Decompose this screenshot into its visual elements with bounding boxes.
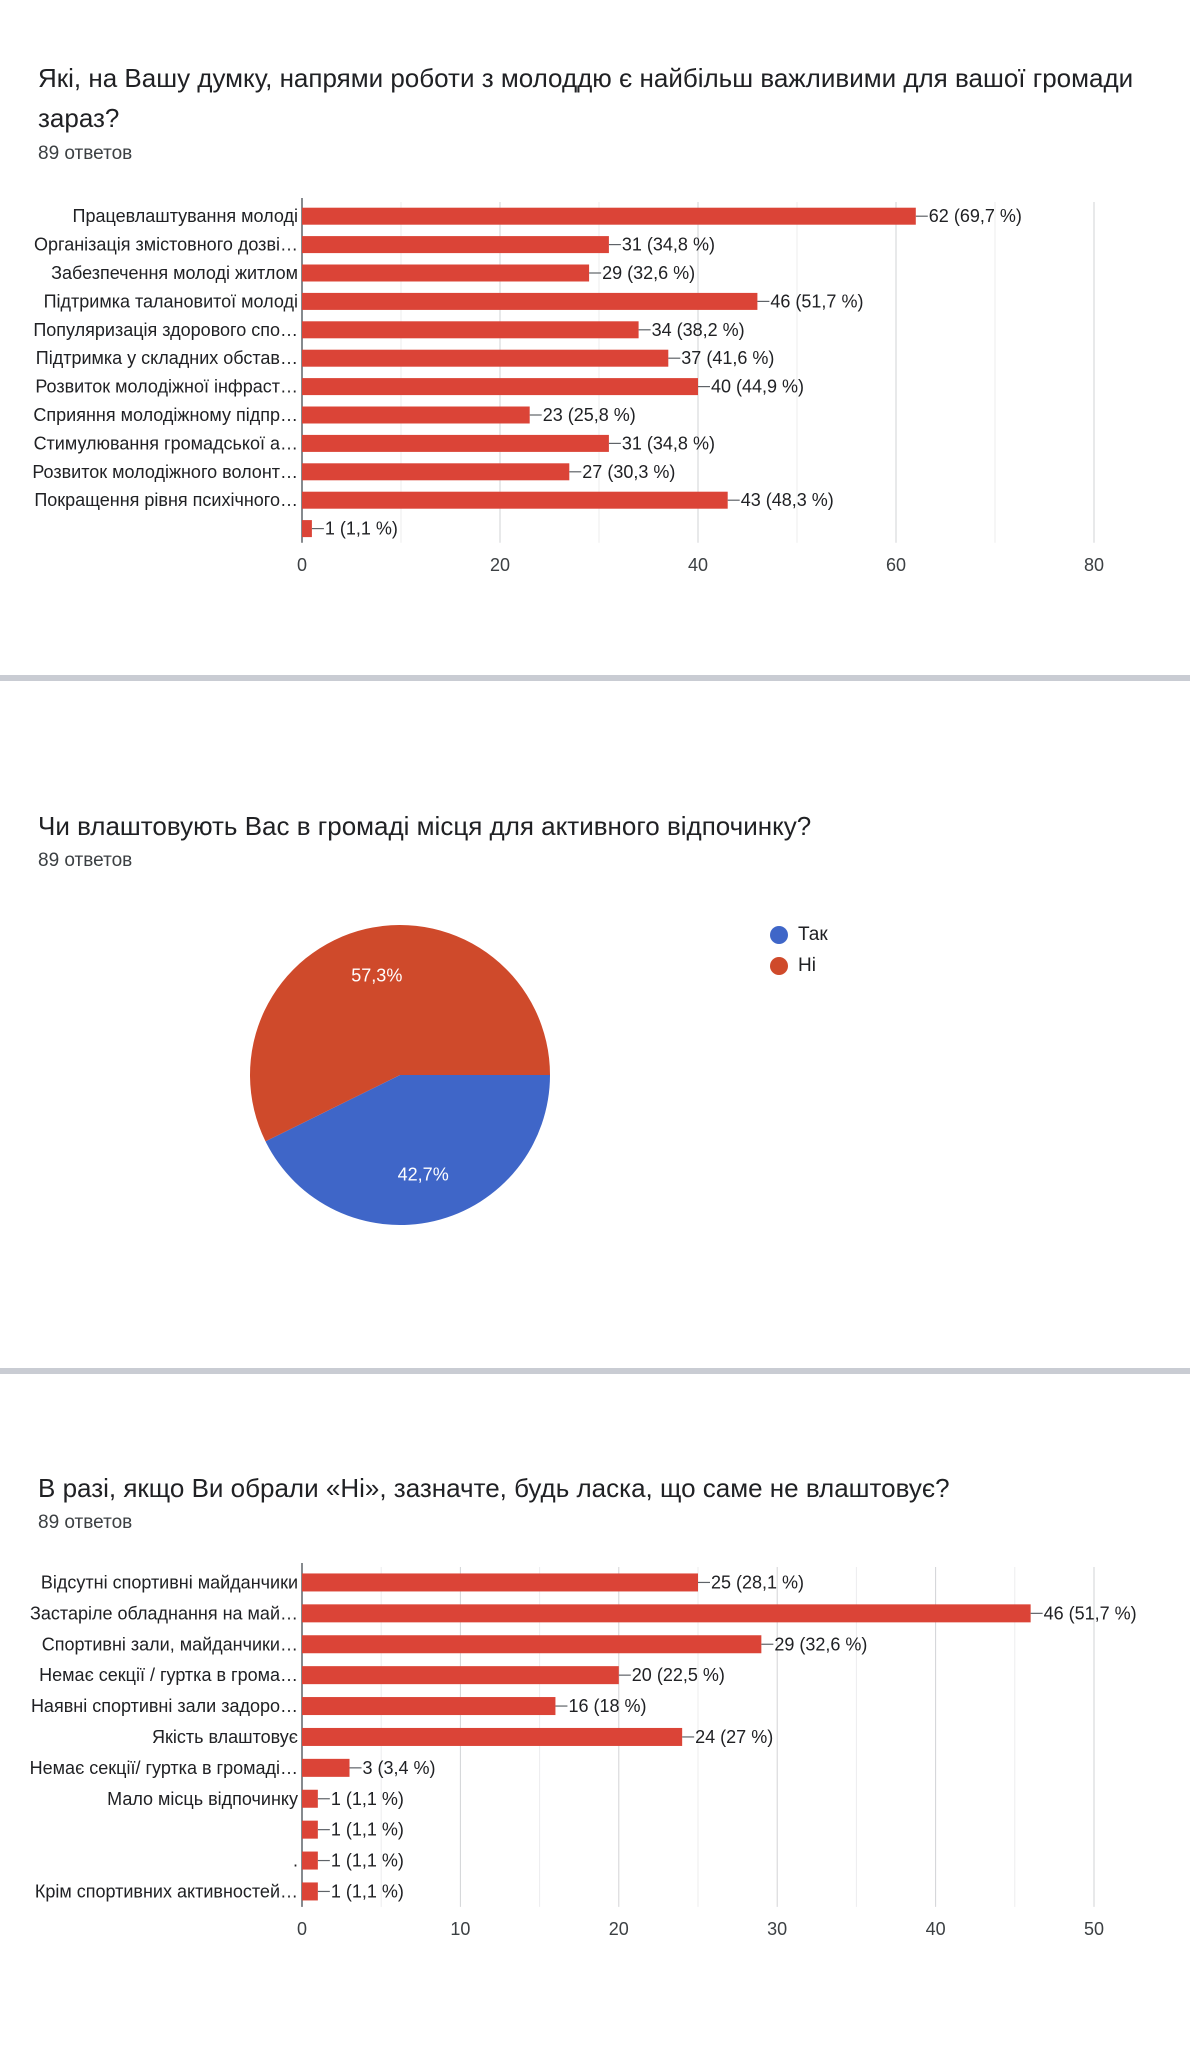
q3-category-label: Застаріле обладнання на май… (30, 1603, 298, 1624)
q1-bar-chart (0, 190, 1190, 610)
legend-label-yes: Так (798, 924, 828, 945)
q1-category-label: Стимулювання громадської а… (33, 433, 298, 454)
q3-bar (302, 1882, 318, 1900)
q3-data-label: 46 (51,7 %) (1043, 1603, 1137, 1624)
section-divider-2 (0, 1368, 1190, 1374)
q3-data-label: 3 (3,4 %) (362, 1757, 436, 1778)
q1-data-label: 31 (34,8 %) (621, 433, 715, 454)
q3-bar (302, 1635, 761, 1653)
q3-data-label: 1 (1,1 %) (330, 1819, 404, 1840)
q1-data-label: 43 (48,3 %) (740, 490, 834, 511)
q3-title: В разі, якщо Ви обрали «Ні», зазначте, будь ласка, що саме не влаштовує? (38, 1473, 950, 1503)
q3-category-label: . (292, 1850, 298, 1871)
q3-category-label: Відсутні спортивні майданчики (40, 1572, 298, 1593)
q1-category-label: Організація змістовного дозві… (34, 234, 298, 255)
q3-x-tick-label: 50 (1083, 1918, 1105, 1939)
q3-category-label: Крім спортивних активностей… (34, 1881, 298, 1902)
legend-item-yes (770, 924, 828, 946)
q1-data-label: 37 (41,6 %) (681, 348, 775, 369)
q3-bar (302, 1759, 350, 1777)
q3-bar-chart (0, 1550, 1190, 1950)
pie-slice-label: 57,3% (351, 965, 403, 986)
q1-bar (302, 265, 589, 282)
q3-data-label: 20 (22,5 %) (631, 1665, 725, 1686)
q1-bar (302, 407, 530, 424)
q1-data-label: 31 (34,8 %) (621, 234, 715, 255)
q3-bar (302, 1604, 1031, 1622)
legend-swatch-no (770, 957, 788, 975)
q1-category-label: Підтримка у складних обстав… (35, 348, 298, 369)
q1-x-tick-label: 20 (489, 554, 511, 575)
q1-data-label: 1 (1,1 %) (324, 518, 398, 539)
q1-category-label: Сприяння молодіжному підпр… (33, 405, 298, 425)
q3-bar (302, 1666, 619, 1684)
q1-data-label: 29 (32,6 %) (602, 263, 696, 283)
q3-bar (302, 1821, 318, 1839)
q3-bar (302, 1852, 318, 1870)
q2-response-count: 89 ответов (38, 850, 133, 871)
q1-bar (302, 520, 312, 537)
q1-title: Які, на Вашу думку, напрями роботи з молоддю є найбільш важливими для вашої громади зараз? (38, 63, 1134, 133)
q1-data-label: 62 (69,7 %) (928, 206, 1022, 227)
q1-category-label: Покращення рівня психічного… (34, 490, 298, 511)
section-divider-1 (0, 675, 1190, 681)
q3-data-label: 29 (32,6 %) (774, 1634, 868, 1655)
q1-category-label: Підтримка талановитої молоді (43, 291, 298, 312)
q3-x-tick-label: 20 (608, 1918, 629, 1939)
q1-x-tick-label: 80 (1083, 554, 1105, 575)
q3-bar (302, 1573, 698, 1591)
q1-data-label: 34 (38,2 %) (651, 319, 745, 340)
q1-response-count: 89 ответов (38, 143, 133, 164)
q1-x-tick-label: 40 (687, 554, 709, 575)
q1-data-label: 27 (30,3 %) (582, 461, 676, 482)
q3-category-label: Немає секції / гуртка в грома… (39, 1665, 298, 1686)
q3-bar (302, 1790, 318, 1808)
legend-swatch-yes (770, 926, 788, 944)
q3-category-label: Спортивні зали, майданчики… (41, 1634, 298, 1655)
q1-bar (302, 463, 569, 480)
q1-category-label: Розвиток молодіжної інфраст… (35, 376, 298, 397)
q1-x-tick-label: 0 (296, 554, 308, 575)
q3-x-tick-label: 30 (767, 1918, 788, 1939)
q1-category-label: Популяризація здорового спо… (33, 319, 298, 340)
q3-x-tick-label: 0 (296, 1918, 308, 1939)
q1-category-label: Працевлаштування молоді (72, 206, 298, 227)
legend-label-no: Ні (798, 955, 816, 976)
q3-data-label: 24 (27 %) (695, 1726, 774, 1747)
q3-bar (302, 1697, 555, 1715)
q3-category-label: Наявні спортивні зали задоро… (30, 1696, 298, 1717)
legend-item-no (770, 955, 816, 977)
q1-bar (302, 350, 668, 367)
q1-bar (302, 293, 757, 310)
q1-x-tick-label: 60 (885, 554, 907, 575)
q3-data-label: 1 (1,1 %) (330, 1788, 404, 1809)
pie-slice-label: 42,7% (397, 1164, 449, 1185)
q3-data-label: 1 (1,1 %) (330, 1850, 404, 1871)
q3-category-label: Мало місць відпочинку (107, 1788, 298, 1809)
q3-category-label: Якість влаштовує (151, 1726, 298, 1747)
q3-x-tick-label: 10 (450, 1918, 471, 1939)
q1-data-label: 23 (25,8 %) (542, 405, 636, 425)
q1-bar (302, 321, 639, 338)
q3-category-label: Немає секції/ гуртка в громаді… (29, 1757, 298, 1778)
q3-bar (302, 1728, 682, 1746)
q1-data-label: 40 (44,9 %) (711, 376, 805, 397)
q1-category-label: Забезпечення молоді житлом (51, 263, 298, 283)
q1-bar (302, 236, 609, 253)
q1-data-label: 46 (51,7 %) (770, 291, 864, 312)
q3-data-label: 16 (18 %) (568, 1696, 647, 1717)
q3-x-tick-label: 40 (925, 1918, 946, 1939)
q2-pie-chart (200, 870, 620, 1290)
q1-bar (302, 208, 916, 225)
q1-category-label: Розвиток молодіжного волонт… (32, 461, 298, 482)
q2-title: Чи влаштовують Вас в громаді місця для активного відпочинку? (38, 811, 812, 841)
q3-response-count: 89 ответов (38, 1512, 133, 1533)
q1-bar (302, 378, 698, 395)
q3-data-label: 25 (28,1 %) (711, 1572, 805, 1593)
q1-bar (302, 435, 609, 452)
q1-bar (302, 492, 728, 509)
q3-data-label: 1 (1,1 %) (330, 1881, 404, 1902)
